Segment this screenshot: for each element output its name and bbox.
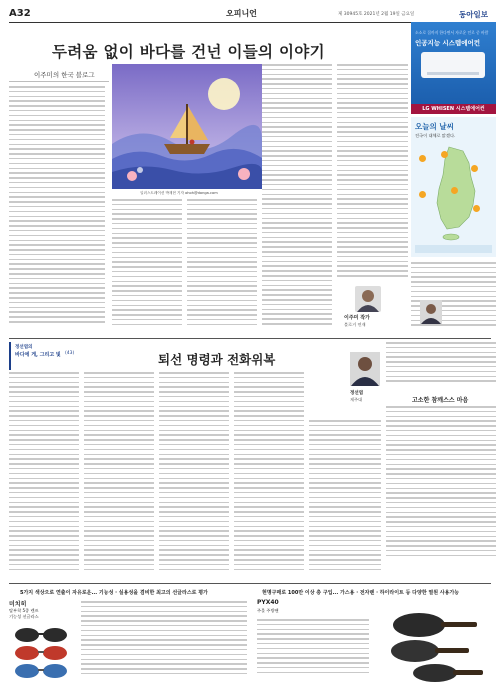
weather-title: 오늘의 날씨 — [415, 122, 454, 131]
column-rule — [9, 81, 109, 82]
ad-left[interactable] — [9, 597, 249, 687]
weather-icon-4 — [473, 205, 480, 212]
author-photo-2 — [420, 300, 442, 324]
ad-right-headline: 현명구매로 100만 이상 층 구입... 가스용 · 전자렌 · 하이라이트 등 다양한 열원 사용가능 — [262, 590, 460, 596]
sidebar-title: 고소한 참깨스스 마음 — [412, 397, 469, 404]
ad-left-sub1: 탈부착 5종 렌즈 — [9, 608, 39, 613]
ad-left-text — [81, 601, 247, 685]
article-text-col1 — [9, 86, 105, 336]
middle-text-col4 — [234, 372, 304, 580]
weather-legend — [415, 245, 492, 253]
column-name: 이주미의 한국 블로그 — [34, 71, 95, 79]
author-photo — [355, 286, 381, 312]
author-photo-name: 정선엽 — [350, 391, 364, 396]
paper-name: 동아일보 — [459, 10, 488, 19]
weather-map — [429, 145, 487, 241]
weather-icon-1 — [419, 155, 426, 162]
article-text-col2 — [112, 199, 182, 336]
sidebar-text — [386, 406, 496, 578]
headline: 두려움 없이 바다를 건넌 이들의 이야기 — [52, 42, 325, 61]
kicker-number: (43) — [65, 351, 75, 356]
section-title: 오피니언 — [226, 8, 257, 18]
author-name: 이주미 작가 — [344, 315, 370, 321]
kicker-box — [9, 342, 81, 370]
kicker-line1: 정선엽의 — [15, 345, 33, 350]
weather-icon-3 — [419, 191, 426, 198]
ad-top-right[interactable] — [411, 22, 496, 104]
middle-headline: 퇴선 명령과 전화위복 — [158, 352, 276, 367]
weather-box — [411, 117, 496, 257]
weather-icon-6 — [451, 187, 458, 194]
ad-left-brand: 미치히 — [9, 601, 27, 608]
sunglasses-image — [11, 623, 77, 683]
ad-left-sub2: 기능성 선글라스 — [9, 614, 39, 619]
sidebar-text-top — [386, 342, 496, 390]
author-photo-3 — [350, 352, 380, 386]
ac-unit-vent — [427, 72, 479, 75]
author-photo-label: 제주대 — [350, 397, 363, 402]
frying-pan-image — [375, 599, 493, 685]
middle-text-col1 — [9, 372, 79, 580]
ad-left-headline: 5가지 색상으로 연출이 자유로운... 기능성 · 실용성을 겸비한 최고의 선글라스로 평가 — [20, 590, 208, 596]
middle-text-col3 — [159, 372, 229, 580]
weather-icon-5 — [441, 151, 448, 158]
page-number: A32 — [9, 8, 31, 19]
ad-right[interactable] — [255, 597, 495, 687]
kicker-line2: 바다에 게, 그리고 빛 — [15, 352, 61, 358]
issue-info: 제 30945호 2021년 2월 19일 금요일 — [338, 12, 415, 17]
ad-right-text — [257, 619, 369, 685]
section-rule-1 — [9, 338, 491, 339]
ad-top-brand: LG WHISEN 시스템에어컨 — [411, 104, 496, 114]
article-text-col5 — [337, 64, 408, 284]
ad-right-sub: 주물 주방팬 — [257, 608, 279, 613]
article-text-col4 — [262, 64, 332, 336]
middle-text-col2 — [84, 372, 154, 580]
article-text-col3 — [187, 199, 257, 336]
illustration — [112, 64, 262, 189]
photo-caption: 일러스트레이션 박재현 기자 ohoh@donga.com — [140, 191, 218, 195]
ad-right-brand: PYX40 — [257, 599, 279, 606]
weather-subtitle: 전국이 대체로 맑겠다. — [415, 133, 456, 138]
middle-text-col5 — [309, 420, 381, 580]
weather-icon-2 — [471, 165, 478, 172]
author-note: 블로거 연재 — [344, 322, 366, 327]
section-rule-2 — [9, 583, 491, 584]
ad-top-line2: 인공지능 시스템에어컨 — [415, 39, 481, 47]
ad-top-line1: 소소로 집까지 한다면서 자로운 인로 중 바람 — [415, 30, 489, 35]
